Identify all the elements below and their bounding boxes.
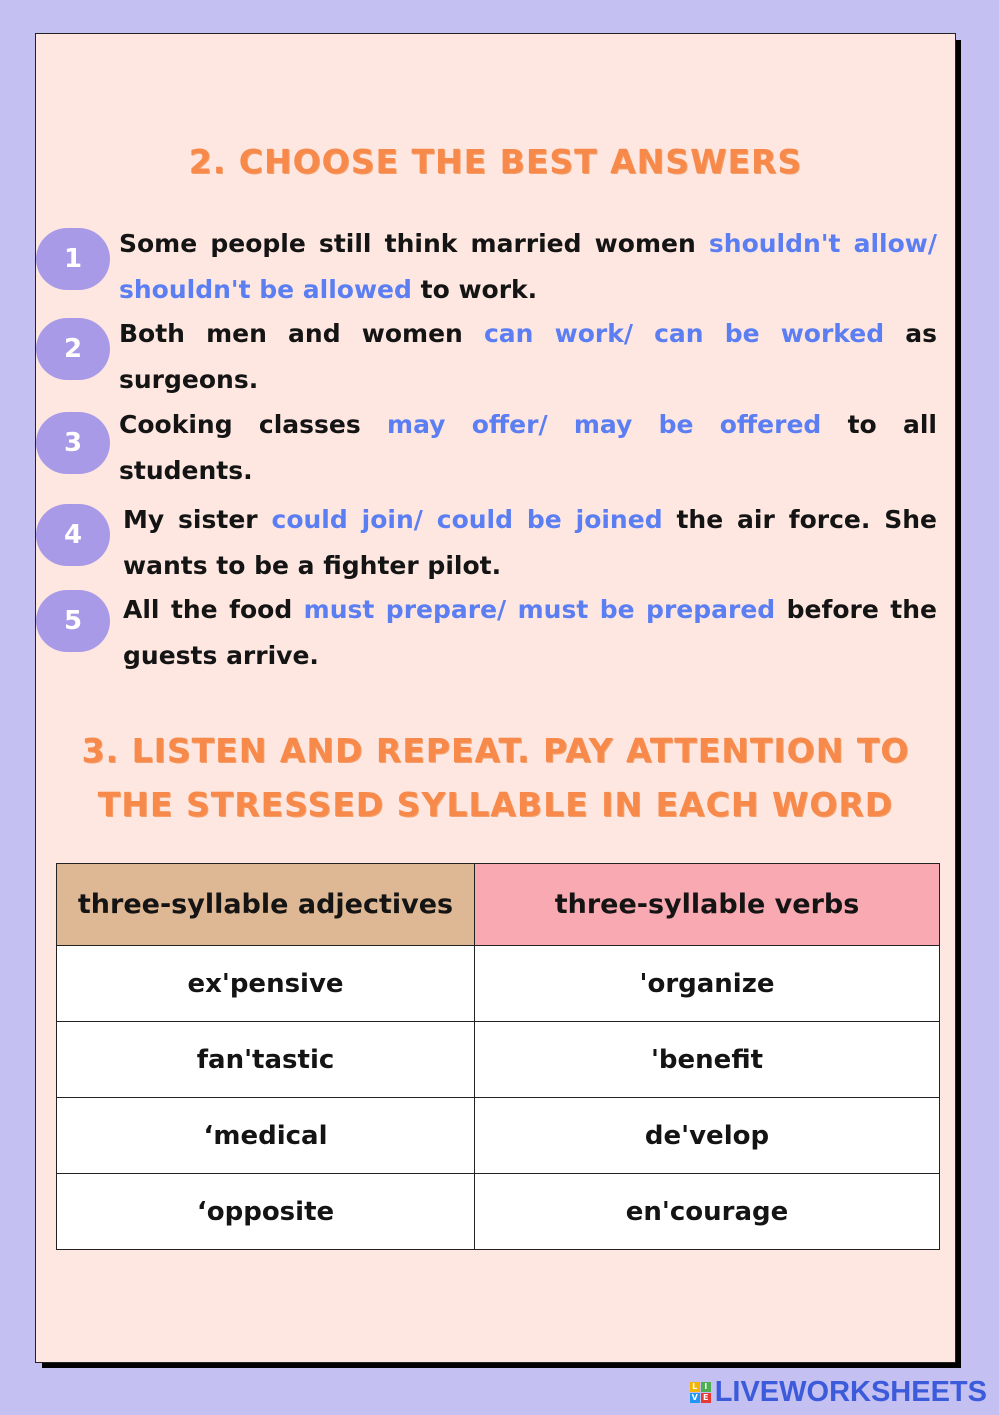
column-header-verbs: three-syllable verbs <box>475 864 940 946</box>
logo-letter: E <box>701 1393 711 1403</box>
question-post: to all students. <box>119 410 937 485</box>
question-post: before the guests arrive. <box>123 595 937 670</box>
question-text <box>119 402 937 494</box>
question-number-badge: 1 <box>36 228 110 290</box>
liveworksheets-brand: LIVEWORKSHEETS <box>714 1376 987 1408</box>
column-header-adjectives: three-syllable adjectives <box>57 864 475 946</box>
answer-options[interactable]: may offer/ may be offered <box>387 410 822 439</box>
syllable-table <box>56 863 940 1250</box>
logo-letter: V <box>691 1393 698 1402</box>
answer-options[interactable]: shouldn't allow/ shouldn't be allowed <box>119 229 937 304</box>
logo-letter: L <box>690 1382 700 1392</box>
question-post: as surgeons. <box>119 319 937 394</box>
table-cell-adjective: ‘opposite <box>57 1174 475 1250</box>
section2-heading: 2. CHOOSE THE BEST ANSWERS <box>188 142 803 181</box>
question-pre: My sister <box>123 505 272 534</box>
question-text <box>119 311 937 403</box>
question-text <box>123 497 937 589</box>
table-header-row <box>57 864 940 946</box>
question-number-badge: 3 <box>36 412 110 474</box>
logo-letter: I <box>701 1382 711 1392</box>
table-row <box>57 1174 940 1250</box>
question-number-badge: 5 <box>36 590 110 652</box>
question-number-badge: 4 <box>36 504 110 566</box>
question-text <box>119 221 937 313</box>
question-number-badge: 2 <box>36 318 110 380</box>
table-row <box>57 1022 940 1098</box>
table-cell-adjective: ex'pensive <box>57 946 475 1022</box>
question-pre: Cooking classes <box>119 410 388 439</box>
table-cell-verb: 'benefit <box>475 1022 940 1098</box>
table-row <box>57 946 940 1022</box>
table-cell-adjective: ‘medical <box>57 1098 475 1174</box>
table-cell-verb: de'velop <box>475 1098 940 1174</box>
table-row <box>57 1098 940 1174</box>
section3-heading <box>36 724 955 832</box>
question-text <box>123 587 937 679</box>
question-pre: Some people still think married women <box>119 229 709 258</box>
answer-options[interactable]: can work/ can be worked <box>483 319 885 348</box>
table-cell-verb: en'courage <box>475 1174 940 1250</box>
question-pre: Both men and women <box>119 319 484 348</box>
answer-options[interactable]: must prepare/ must be prepared <box>303 595 776 624</box>
section3-heading-line2: THE STRESSED SYLLABLE IN EACH WORD <box>97 785 894 824</box>
table-cell-adjective: fan'tastic <box>57 1022 475 1098</box>
question-post: the air force. She wants to be a fighter pilot. <box>123 505 937 580</box>
question-post: to work. <box>411 275 538 304</box>
liveworksheets-footer[interactable] <box>690 1376 987 1409</box>
liveworksheets-logo-icon <box>690 1382 711 1403</box>
question-pre: All the food <box>123 595 304 624</box>
table-cell-verb: 'organize <box>475 946 940 1022</box>
section3-heading-line1: 3. LISTEN AND REPEAT. PAY ATTENTION TO <box>81 731 910 770</box>
worksheet-card <box>35 33 956 1363</box>
answer-options[interactable]: could join/ could be joined <box>271 505 663 534</box>
